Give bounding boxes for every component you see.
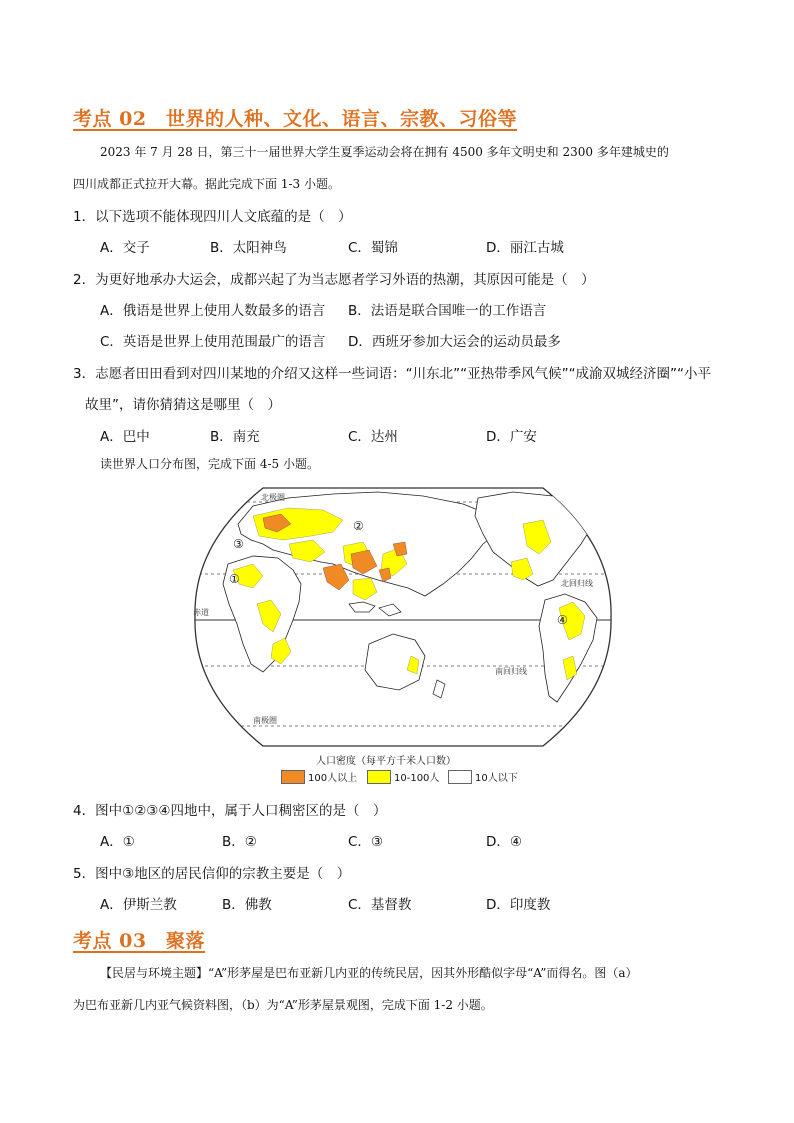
map-legend-title: 人口密度（每平方千米人口数） xyxy=(316,756,456,767)
q4-option-b[interactable]: B．② xyxy=(222,834,257,850)
q2-option-b[interactable]: B．法语是联合国唯一的工作语言 xyxy=(348,303,547,319)
map-intro: 读世界人口分布图，完成下面 4-5 小题。 xyxy=(100,457,319,471)
question-3-stem-line1: 3．志愿者田田看到对四川某地的介绍又这样一些词语：“川东北”“亚热带季风气候”“成渝双城经济圈”“小平 xyxy=(73,366,712,382)
legend-label-high: 100人以上 xyxy=(308,773,358,784)
q2-option-a[interactable]: A．俄语是世界上使用人数最多的语言 xyxy=(100,303,326,319)
question-3-stem-line2: 故里”，请你猜猜这是哪里（ ） xyxy=(85,397,281,413)
map-legend-item-high xyxy=(281,769,357,784)
question-1-stem: 1．以下选项不能体现四川人文底蕴的是（ ） xyxy=(73,209,352,225)
q4-option-a[interactable]: A．① xyxy=(100,834,135,850)
intro-line-1: 2023 年 7 月 28 日，第三十一届世界大学生夏季运动会将在拥有 4500 多年文明史和 2300 多年建城史的 xyxy=(100,145,669,159)
q2-option-c[interactable]: C．英语是世界上使用范围最广的语言 xyxy=(100,334,326,350)
intro-line-2: 四川成都正式拉开大幕。据此完成下面 1-3 小题。 xyxy=(73,177,340,191)
outro-line-2: 为巴布亚新几内亚气候资料图，（b）为“A”形茅屋景观图，完成下面 1-2 小题。 xyxy=(73,998,493,1012)
q3-option-a[interactable]: A．巴中 xyxy=(100,429,150,445)
section-title-03: 考点 03 聚落 xyxy=(73,930,206,952)
q1-option-c[interactable]: C．蜀锦 xyxy=(348,240,398,256)
outro-line-1: 【民居与环境主题】“A”形茅屋是巴布亚新几内亚的传统民居，因其外形酷似字母“A”而得名。图（a） xyxy=(100,966,638,980)
q3-option-c[interactable]: C．达州 xyxy=(348,429,398,445)
marker-2: ② xyxy=(353,519,364,533)
map-legend-item-medium xyxy=(367,769,439,784)
q1-option-d[interactable]: D．丽江古城 xyxy=(486,240,564,256)
q5-option-a[interactable]: A．伊斯兰教 xyxy=(100,897,177,913)
q4-option-c[interactable]: C．③ xyxy=(348,834,384,850)
q1-option-a[interactable]: A．交子 xyxy=(100,240,150,256)
map-legend-item-low xyxy=(448,769,518,784)
marker-3: ③ xyxy=(233,537,244,551)
antarctic-circle-label: 南极圈 xyxy=(253,716,277,725)
legend-swatch-low xyxy=(448,770,472,784)
question-5-stem: 5．图中③地区的居民信仰的宗教主要是（ ） xyxy=(73,866,351,882)
arctic-circle-label: 北极圈 xyxy=(261,493,285,502)
q4-option-d[interactable]: D．④ xyxy=(486,834,522,850)
marker-1: ① xyxy=(229,572,240,586)
legend-swatch-medium xyxy=(367,770,391,784)
tropic-of-capricorn-label: 南回归线 xyxy=(495,667,527,676)
q5-option-b[interactable]: B．佛教 xyxy=(222,897,272,913)
q3-option-b[interactable]: B．南充 xyxy=(210,429,260,445)
tropic-of-cancer-label: 北回归线 xyxy=(561,579,593,588)
q5-option-c[interactable]: C．基督教 xyxy=(348,897,412,913)
legend-label-medium: 10-100人 xyxy=(394,773,440,784)
equator-label: 赤道 xyxy=(193,608,209,617)
q2-option-d[interactable]: D．西班牙参加大运会的运动员最多 xyxy=(348,334,561,350)
q1-option-b[interactable]: B．太阳神鸟 xyxy=(210,240,287,256)
question-2-stem: 2．为更好地承办大运会，成都兴起了为当志愿者学习外语的热潮，其原因可能是（ ） xyxy=(73,272,595,288)
section-title-02: 考点 02 世界的人种、文化、语言、宗教、习俗等 xyxy=(73,108,518,130)
marker-4: ④ xyxy=(557,613,568,627)
question-4-stem: 4．图中①②③④四地中，属于人口稠密区的是（ ） xyxy=(73,803,387,819)
world-population-map xyxy=(193,484,613,750)
legend-swatch-high xyxy=(281,770,305,784)
q5-option-d[interactable]: D．印度教 xyxy=(486,897,551,913)
legend-label-low: 10人以下 xyxy=(475,773,518,784)
q3-option-d[interactable]: D．广安 xyxy=(486,429,537,445)
